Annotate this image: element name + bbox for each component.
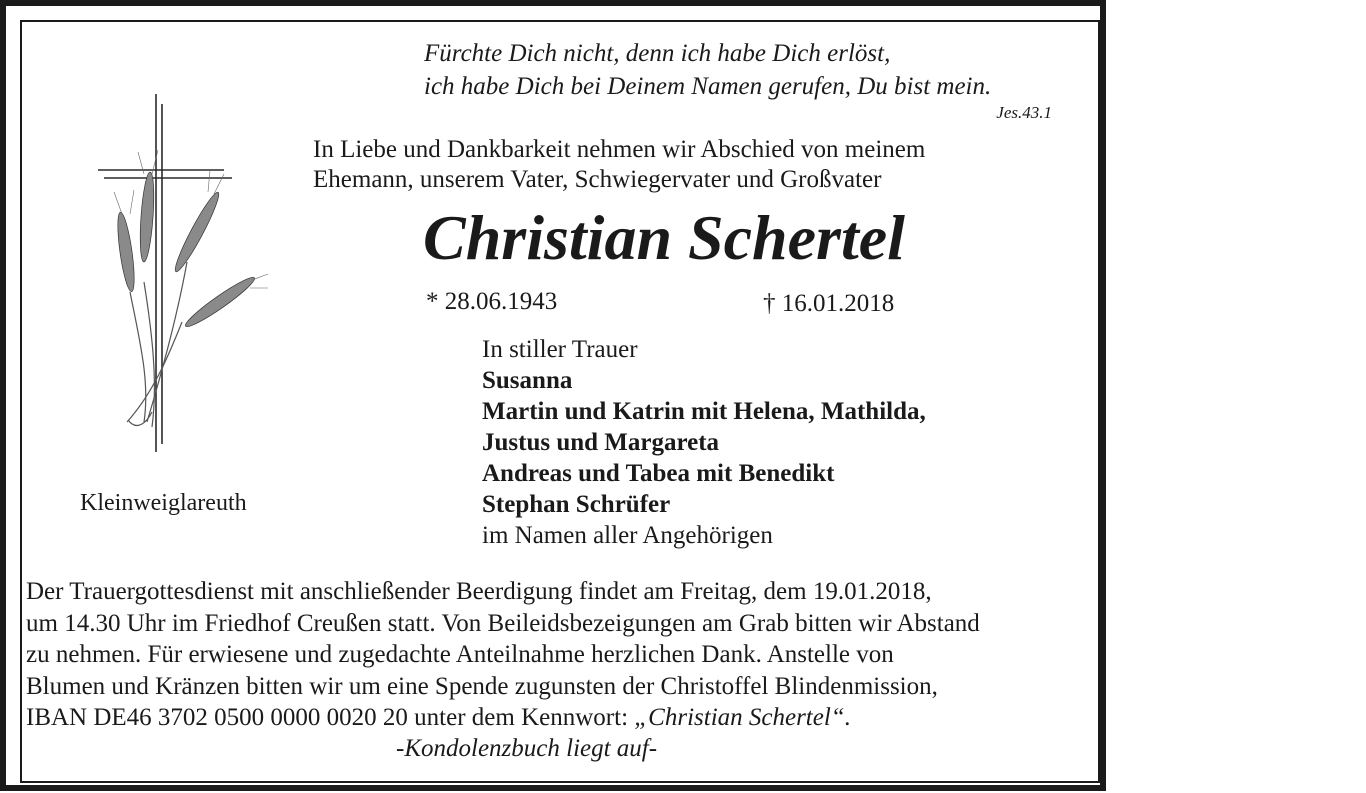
service-line: um 14.30 Uhr im Friedhof Creußen statt. Von Beileidsbezeigungen am Grab bitten wir Abstand (26, 609, 980, 637)
bible-verse-line-1: Fürchte Dich nicht, denn ich habe Dich erlöst, (424, 40, 891, 67)
deceased-name: Christian Schertel (423, 202, 905, 273)
intro-line-1: In Liebe und Dankbarkeit nehmen wir Abschied von meinem (313, 136, 926, 163)
mourners-closing: im Namen aller Angehörigen (482, 522, 773, 549)
cross-with-wheat-icon (92, 92, 272, 457)
service-line: Der Trauergottesdienst mit anschließender Beerdigung findet am Freitag, dem 19.01.2018, (26, 578, 932, 605)
condolence-book-note: -Kondolenzbuch liegt auf- (396, 735, 658, 762)
mourner-name: Justus und Margareta (482, 429, 720, 456)
mourner-name: Stephan Schrüfer (482, 491, 671, 518)
iban-text: IBAN DE46 3702 0500 0000 0020 20 unter dem Kennwort: (26, 704, 635, 731)
mourners-block (482, 334, 926, 551)
bible-verse-line-2: ich habe Dich bei Deinem Namen gerufen, Du bist mein. (424, 73, 992, 100)
mourners-intro: In stiller Trauer (482, 336, 638, 363)
donation-keyword: „Christian Schertel“. (634, 704, 851, 731)
death-date: † 16.01.2018 (763, 290, 895, 317)
mourner-name: Susanna (482, 367, 573, 394)
intro-line-2: Ehemann, unserem Vater, Schwiegervater und Großvater (313, 166, 882, 193)
service-line: Blumen und Kränzen bitten wir um eine Spende zugunsten der Christoffel Blindenmission, (26, 672, 938, 700)
mourner-name: Martin und Katrin mit Helena, Mathilda, (482, 398, 926, 425)
birth-date: * 28.06.1943 (426, 288, 558, 315)
bible-verse-reference: Jes.43.1 (996, 103, 1052, 122)
service-line: zu nehmen. Für erwiesene und zugedachte Anteilnahme herzlichen Dank. Anstelle von (26, 641, 894, 668)
service-info (26, 576, 980, 734)
place-name: Kleinweiglareuth (80, 490, 247, 516)
mourner-name: Andreas und Tabea mit Benedikt (482, 460, 835, 487)
service-iban-line (26, 702, 980, 734)
